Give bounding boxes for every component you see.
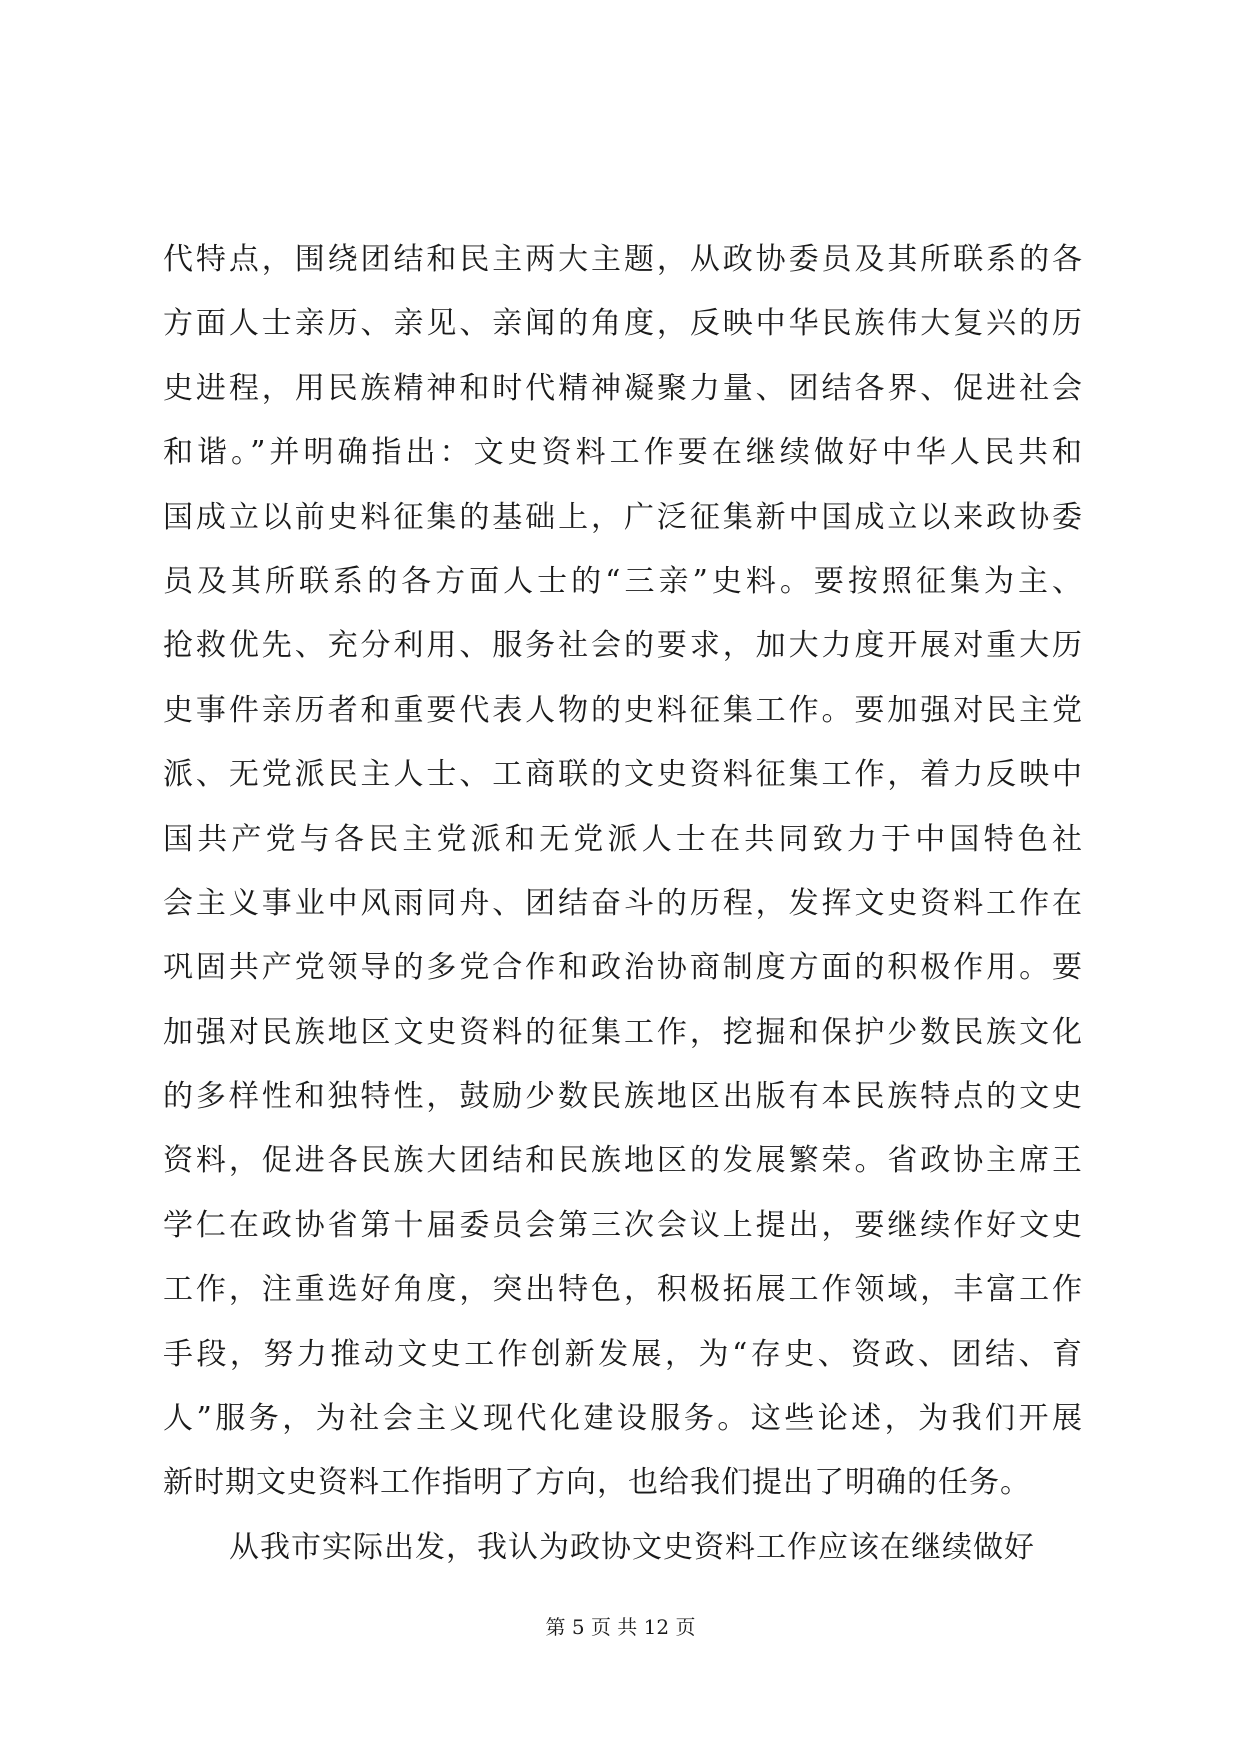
text-line: 手段，努力推动文史工作创新发展，为“存史、资政、团结、育 (163, 1336, 1083, 1372)
text-line: 史进程，用民族精神和时代精神凝聚力量、团结各界、促进社会 (163, 370, 1083, 406)
paragraph-start-line: 从我市实际出发，我认为政协文史资料工作应该在继续做好 (229, 1529, 1035, 1565)
text-line: 的多样性和独特性，鼓励少数民族地区出版有本民族特点的文史 (163, 1079, 1083, 1115)
text-line: 国成立以前史料征集的基础上，广泛征集新中国成立以来政协委 (163, 499, 1083, 535)
text-line: 抢救优先、充分利用、服务社会的要求，加大力度开展对重大历 (163, 628, 1083, 664)
text-line: 新时期文史资料工作指明了方向，也给我们提出了明确的任务。 (163, 1465, 1031, 1501)
text-line: 加强对民族地区文史资料的征集工作，挖掘和保护少数民族文化 (163, 1014, 1083, 1050)
text-line: 国共产党与各民主党派和无党派人士在共同致力于中国特色社 (163, 821, 1083, 857)
text-line: 人”服务，为社会主义现代化建设服务。这些论述，为我们开展 (163, 1401, 1083, 1437)
text-line: 方面人士亲历、亲见、亲闻的角度，反映中华民族伟大复兴的历 (163, 306, 1083, 342)
text-line: 会主义事业中风雨同舟、团结奋斗的历程，发挥文史资料工作在 (163, 885, 1083, 921)
text-line: 资料，促进各民族大团结和民族地区的发展繁荣。省政协主席王 (163, 1143, 1083, 1179)
text-line: 史事件亲历者和重要代表人物的史料征集工作。要加强对民主党 (163, 692, 1083, 728)
text-line: 学仁在政协省第十届委员会第三次会议上提出，要继续作好文史 (163, 1207, 1083, 1243)
text-line: 工作，注重选好角度，突出特色，积极拓展工作领域，丰富工作 (163, 1272, 1083, 1308)
page-footer: 第 5 页 共 12 页 (545, 1615, 696, 1639)
text-line: 代特点，围绕团结和民主两大主题，从政协委员及其所联系的各 (163, 242, 1083, 277)
text-line: 和谐。”并明确指出：文史资料工作要在继续做好中华人民共和 (163, 435, 1083, 471)
text-line: 巩固共产党领导的多党合作和政治协商制度方面的积极作用。要 (163, 950, 1083, 986)
body-text (163, 228, 1083, 1580)
text-line: 派、无党派民主人士、工商联的文史资料征集工作，着力反映中 (163, 757, 1083, 793)
text-line: 员及其所联系的各方面人士的“三亲”史料。要按照征集为主、 (163, 563, 1083, 599)
